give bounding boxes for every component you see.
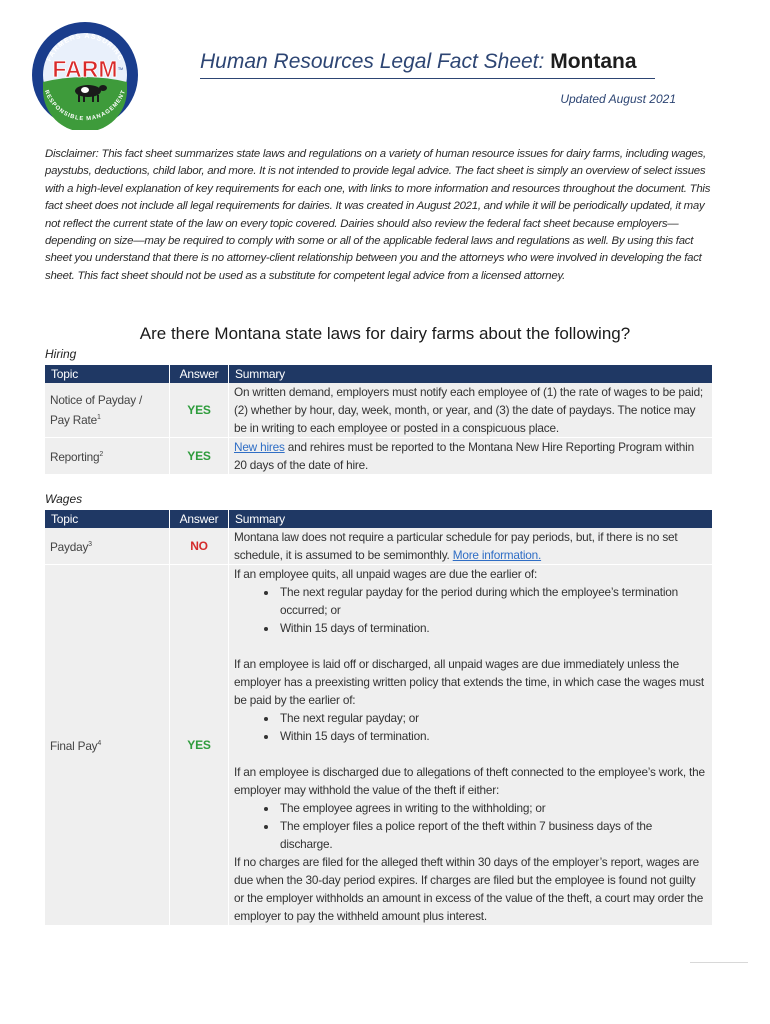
row-answer: YES [170,438,229,475]
table-row [45,383,713,438]
footnote-ref: 1 [96,414,101,421]
theft-bullets [234,799,707,853]
new-hires-link[interactable]: New hires [234,440,285,454]
table-header-row [45,365,713,383]
row-topic [45,528,170,565]
column-header-answer: Answer [170,365,229,383]
logo-bottom-text: RESPONSIBLE MANAGEMENT [42,89,128,123]
row-answer: NO [170,528,229,565]
row-topic [45,438,170,475]
list-item: • The next regular payday; or [278,709,707,727]
column-header-answer: Answer [170,510,229,528]
title-prefix: Human Resources Legal Fact Sheet: [200,50,545,73]
hiring-label: Hiring [45,347,77,361]
wages-table [45,510,713,926]
title-state: Montana [550,50,637,73]
table-header-row [45,510,713,528]
laidoff-intro: If an employee is laid off or discharged, all unpaid wages are due immediately unless the employer has a preexisting written policy that extends the time, in which case the wages must be paid by the earlier of: [234,657,704,707]
row-summary [229,565,713,926]
laidoff-bullets [234,709,707,745]
row-topic [45,383,170,438]
row-summary [229,438,713,475]
footnote-ref: 3 [88,541,92,548]
more-information-link[interactable]: More information. [452,548,542,562]
topic-text: Payday [50,540,89,554]
list-item: • The employee agrees in writing to the withholding; or [278,799,707,817]
logo-farm-text: FARM [52,56,118,82]
footnote-ref: 4 [97,740,102,747]
row-answer: YES [170,565,229,926]
quit-bullets [234,583,707,637]
list-item: • The next regular payday for the period during which the employee’s termination occurred; or [278,583,707,619]
row-summary: On written demand, employers must notify each employee of (1) the rate of wages to be paid; (2) whether by hour, day, week, month, or year, and (3) the date of paydays. The notice may be in writing to each employee or posted in a conspicuous place. [229,383,713,438]
column-header-topic: Topic [45,365,170,383]
wages-label: Wages [45,492,83,506]
table-row [45,565,713,926]
disclaimer-text: Disclaimer: This fact sheet summarizes state laws and regulations on a variety of human resource issues for dairy farms, including wages, paystubs, deductions, child labor, and more. It is not intended to provide legal advice. The fact sheet is simply an overview of select issues with a high-level explanation of key requirements for each one, with links to more information and resources throughout the document. This fact sheet does not include all legal requirements for dairies. It was created in August 2021, and while it will be periodically updated, it may not reflect the current state of the law on every topic covered. Dairies should also review the federal fact sheet because employers—depending on size—may be required to comply with some or all of the applicable federal laws and regulations as well. By using this fact sheet you understand that there is no attorney-client relationship between you and the attorneys who were involved in developing the fact sheet. This fact sheet should not be used as a substitute for competent legal advice from a licensed attorney. [45,148,711,282]
updated-date: Updated August 2021 [560,92,676,106]
column-header-topic: Topic [45,510,170,528]
topic-text: Final Pay [50,739,98,753]
theft-outro: If no charges are filed for the alleged theft within 30 days of the employer’s report, wages are due when the 30-day period expires. If charges are filed but the employee is found not guilty or the employer withholds an amount in excess of the value of the theft, a court may order the employer to pay the withheld amount plus interest. [234,855,704,923]
section-question: Are there Montana state laws for dairy farms about the following? [139,324,631,343]
logo-tm: TM [118,67,124,71]
table-row [45,528,713,565]
logo-top-text: FARMERS ASSURING [45,32,125,63]
list-item: • Within 15 days of termination. [278,727,707,745]
footnote-ref: 2 [99,451,104,458]
row-answer: YES [170,383,229,438]
quit-intro: If an employee quits, all unpaid wages are due the earlier of: [234,567,538,581]
topic-text: Reporting [50,450,100,464]
page-title [200,50,655,79]
farm-logo [30,20,140,130]
summary-text: and rehires must be reported to the Montana New Hire Reporting Program within 20 days of the date of hire. [234,440,694,472]
column-header-summary: Summary [229,365,713,383]
hiring-table [45,365,713,475]
topic-text: Notice of Payday / Pay Rate [50,393,143,427]
list-item: • The employer files a police report of the theft within 7 business days of the discharge. [278,817,707,853]
list-item: • Within 15 days of termination. [278,619,707,637]
table-row [45,438,713,475]
summary-text: Montana law does not require a particular schedule for pay periods, but, if there is no set schedule, it is assumed to be semimonthly. [234,530,678,562]
row-topic [45,565,170,926]
theft-intro: If an employee is discharged due to allegations of theft connected to the employee’s work, the employer may withhold the value of the theft if either: [234,765,705,797]
footer-divider [690,962,748,963]
row-summary [229,528,713,565]
column-header-summary: Summary [229,510,713,528]
